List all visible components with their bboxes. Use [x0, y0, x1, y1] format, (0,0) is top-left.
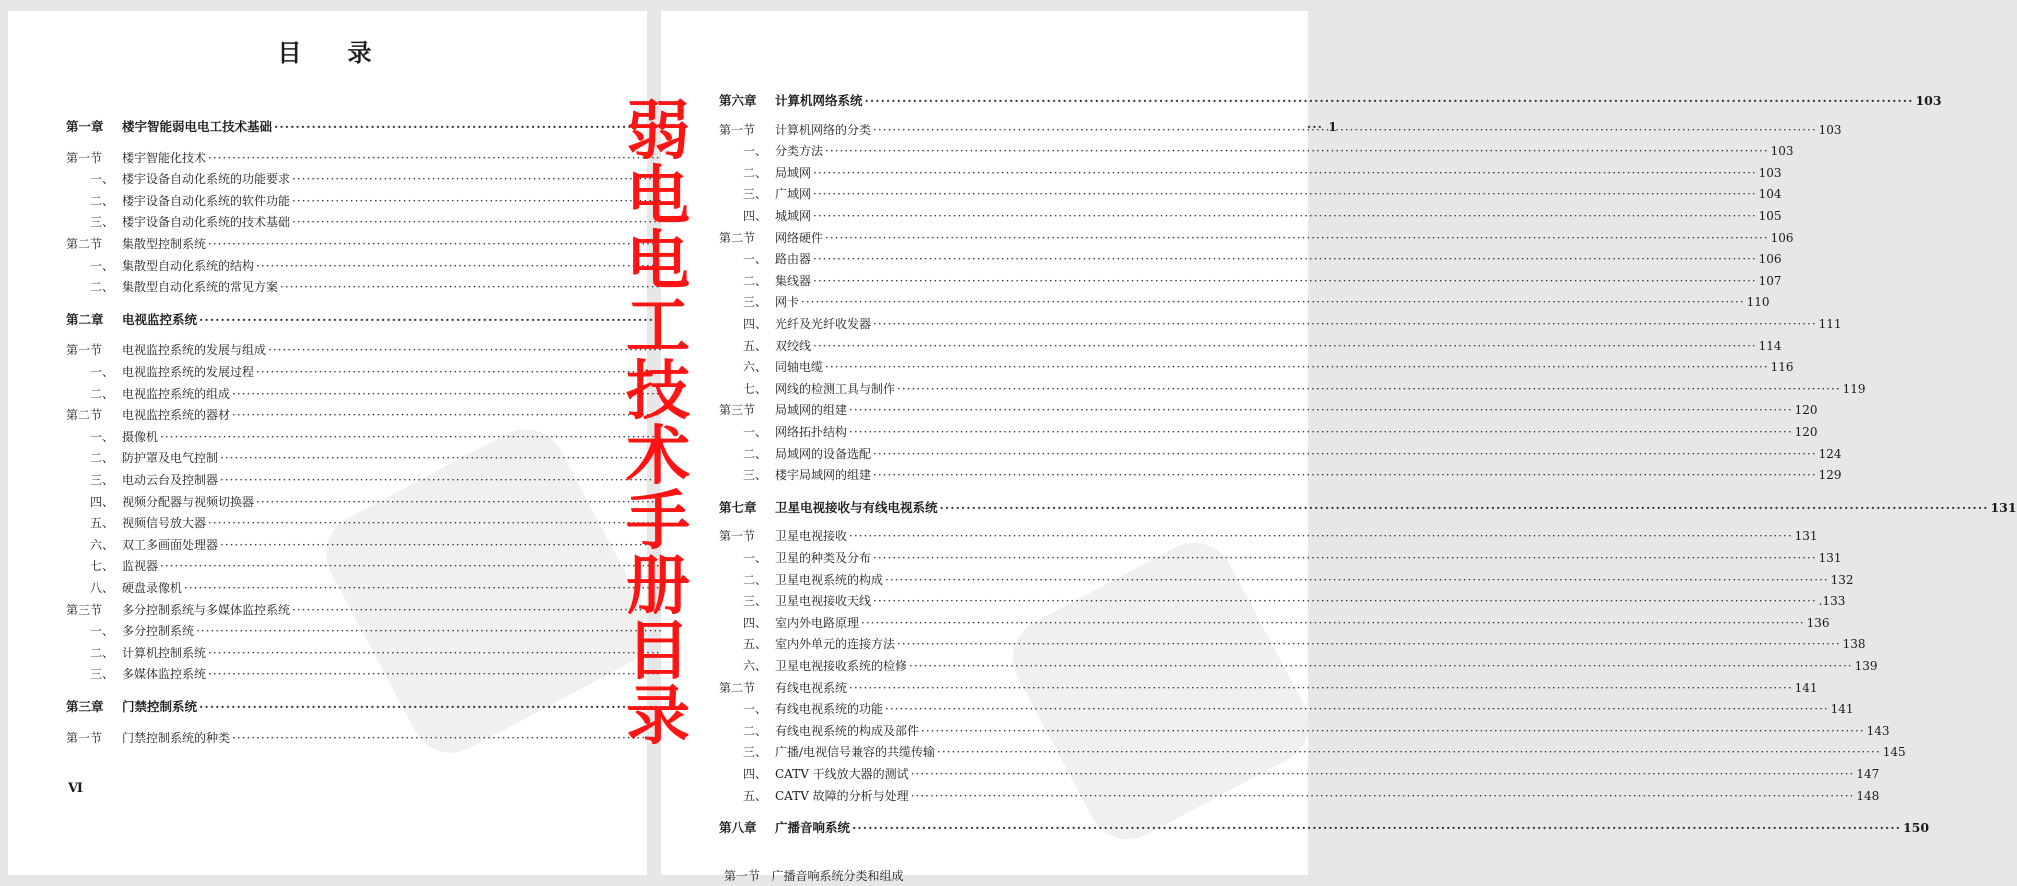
- toc-entry-title: 卫星电视接收系统的检修: [775, 659, 908, 673]
- page-number-roman: Ⅵ: [68, 781, 83, 796]
- toc-entry-item: [66, 557, 618, 573]
- toc-dot-leader: [825, 144, 1769, 158]
- toc-entry-page: 131: [1794, 529, 1818, 544]
- toc-entry-label: 第三章: [66, 699, 104, 714]
- toc-entry-label: 六、: [742, 360, 767, 375]
- toc-entry-title: 多媒体监控系统: [122, 667, 207, 682]
- toc-entry-item: [66, 622, 618, 638]
- toc-entry-title: CATV 干线放大器的测试: [775, 767, 909, 781]
- toc-entry-title: 多分控制系统: [122, 624, 195, 639]
- toc-entry-item: [719, 466, 1842, 483]
- toc-entry-label: 三、: [89, 667, 114, 682]
- toc-entry-item: [719, 722, 1890, 738]
- toc-dot-leader: [813, 166, 1757, 180]
- toc-entry-page: 111: [1818, 317, 1842, 331]
- toc-entry-title: 光纤及光纤收发器: [775, 317, 872, 331]
- toc-dot-leader: [852, 820, 1901, 835]
- toc-entry-item: [719, 743, 1906, 760]
- toc-entry-title: 网络硬件: [775, 230, 824, 245]
- toc-entry-section: [66, 149, 618, 165]
- toc-dot-leader: [861, 616, 1805, 630]
- toc-entry-label: 四、: [742, 317, 767, 331]
- toc-entry-item: [66, 257, 618, 273]
- toc-entry-item: [719, 315, 1842, 331]
- red-banner-title: [613, 95, 703, 754]
- toc-entry-title: 广域网: [775, 187, 812, 202]
- toc-entry-section: [719, 679, 1818, 695]
- toc-dot-leader: [813, 187, 1757, 201]
- toc-entry-item: [719, 635, 1866, 652]
- toc-entry-label: 一、: [89, 172, 114, 187]
- toc-entry-title: 楼宇设备自动化系统的技术基础: [122, 215, 291, 230]
- toc-entry-label: 五、: [89, 516, 114, 531]
- toc-entry-item: [719, 549, 1842, 565]
- toc-entry-label: 七、: [89, 559, 114, 574]
- toc-entry-page: 114: [1758, 338, 1782, 353]
- toc-entry-item: [66, 644, 618, 660]
- toc-entry-item: [66, 449, 618, 465]
- toc-entry-item: [719, 185, 1782, 202]
- toc-entry-title: 卫星电视接收与有线电视系统: [775, 499, 938, 515]
- toc-entry-title: 卫星电视系统的构成: [775, 572, 884, 587]
- toc-entry-title: 室内外电路原理: [775, 615, 860, 630]
- toc-entry-page: 139: [1854, 659, 1878, 673]
- toc-entry-title: 多分控制系统与多媒体监控系统: [122, 602, 291, 617]
- toc-entry-title: 电视监控系统的组成: [122, 386, 231, 401]
- toc-dot-leader: [813, 339, 1757, 353]
- toc-entry-title: 楼宇智能弱电电工技术基础: [122, 119, 273, 134]
- toc-entry-title: 双工多画面处理器: [122, 537, 219, 552]
- toc-entry-item: [66, 363, 618, 379]
- toc-entry-section: [719, 401, 1818, 418]
- toc-dot-leader: [897, 382, 1841, 396]
- toc-dot-leader: [849, 529, 1793, 543]
- toc-entry-chapter: [719, 818, 1930, 836]
- toc-entry-page: 110: [1746, 295, 1770, 310]
- toc-entry-title: 楼宇设备自动化系统的软件功能: [122, 193, 291, 208]
- toc-entry-label: 三、: [89, 215, 114, 230]
- toc-dot-leader: [849, 425, 1793, 439]
- toc-entry-title: 门禁控制系统: [122, 699, 198, 714]
- toc-entry-title: 集散型自动化系统的常见方案: [122, 280, 279, 295]
- toc-entry-title: 有线电视系统的功能: [775, 702, 884, 717]
- toc-entry-label: 第一节: [719, 122, 756, 137]
- toc-entry-title: 有线电视系统: [775, 680, 848, 695]
- toc-title: [8, 33, 647, 68]
- toc-entry-label: 二、: [742, 273, 767, 288]
- toc-entry-title: 楼宇智能化技术: [122, 150, 207, 165]
- toc-entry-label: 第一节: [66, 730, 103, 745]
- toc-entry-section: [66, 235, 618, 251]
- toc-entry-page: 120: [1794, 425, 1818, 439]
- toc-entry-title: 网线的检测工具与制作: [775, 381, 896, 396]
- toc-entry-page: 120: [1794, 403, 1818, 418]
- toc-dot-leader: [937, 745, 1881, 759]
- toc-entry-title: 监视器: [122, 559, 159, 574]
- toc-entry-label: 一、: [742, 551, 767, 565]
- toc-entry-page: 106: [1770, 230, 1794, 245]
- toc-title-char-1: 目: [277, 38, 308, 67]
- toc-entry-item: [719, 765, 1880, 781]
- toc-dot-leader: [873, 594, 1817, 608]
- toc-entry-title: 网卡: [775, 295, 800, 310]
- toc-entry-item: [719, 614, 1830, 630]
- toc-title-char-2: 录: [347, 38, 378, 67]
- toc-dot-leader: [911, 789, 1855, 803]
- toc-entry-title: 局域网的设备选配: [775, 446, 872, 461]
- toc-entry-label: 第七章: [719, 499, 757, 515]
- toc-entry-label: 第八章: [719, 820, 757, 836]
- toc-entry-label: 一、: [742, 425, 767, 439]
- toc-entry-title: 局域网的组建: [775, 403, 848, 418]
- toc-entry-item: [719, 250, 1782, 267]
- toc-entry-title: 电视监控系统的器材: [122, 408, 231, 423]
- toc-entry-label: 二、: [89, 193, 114, 208]
- toc-entry-chapter: [719, 91, 1942, 108]
- toc-entry-item: [719, 358, 1794, 375]
- toc-entry-page: 138: [1842, 637, 1866, 652]
- toc-entry-chapter: [66, 697, 618, 713]
- toc-entry-label: 第二节: [719, 230, 756, 245]
- toc-entry-title: 室内外单元的连接方法: [775, 637, 896, 652]
- toc-entry-section: [66, 406, 618, 422]
- toc-entry-item: [719, 657, 1878, 673]
- toc-dot-leader: [801, 295, 1745, 309]
- toc-entry-item: [66, 170, 618, 186]
- toc-entry-label: 第一节: [66, 343, 103, 358]
- toc-entry-title: 同轴电缆: [775, 360, 824, 375]
- toc-entry-item: [66, 579, 618, 595]
- banner-char: 技: [626, 355, 690, 429]
- toc-entry-page: 107: [1758, 273, 1782, 288]
- toc-entry-page: .133: [1818, 594, 1846, 609]
- toc-entry-page: 143: [1866, 723, 1890, 738]
- toc-entry-label: 四、: [742, 615, 767, 630]
- toc-entry-label: 二、: [89, 645, 114, 660]
- toc-dot-leader: [825, 231, 1769, 245]
- toc-entry-item: [66, 428, 618, 444]
- toc-entry-title: 路由器: [775, 252, 812, 267]
- toc-entry-label: 一、: [89, 258, 114, 273]
- toc-entry-page: 145: [1882, 745, 1906, 760]
- toc-dot-leader: [885, 702, 1829, 716]
- toc-dot-leader: [873, 123, 1817, 137]
- banner-char: 工: [626, 290, 690, 364]
- toc-dot-leader: [865, 93, 1914, 108]
- toc-dot-leader: [849, 403, 1793, 417]
- toc-dot-leader: [940, 500, 1989, 515]
- toc-entry-title: 视频信号放大器: [122, 516, 207, 531]
- toc-entry-title: 电视监控系统: [122, 311, 198, 327]
- toc-entry-label: 第一节: [66, 150, 103, 165]
- toc-dot-leader: [911, 767, 1855, 781]
- toc-entry-title: 视频分配器与视频切换器: [122, 494, 255, 509]
- toc-entry-label: 三、: [742, 468, 767, 483]
- toc-entry-page: 103: [1818, 122, 1842, 137]
- toc-entry-label: 二、: [89, 386, 114, 401]
- toc-entry-label: 五、: [742, 788, 767, 803]
- toc-entry-label: 三、: [742, 594, 767, 609]
- toc-entry-page: 103: [1770, 144, 1794, 159]
- banner-char: 术: [626, 420, 690, 494]
- toc-entry-section: [66, 729, 618, 745]
- toc-entry-section: [719, 121, 1842, 137]
- toc-entry-item: [719, 272, 1782, 288]
- toc-entry-item: [66, 385, 618, 401]
- toc-entry-title: 集散型控制系统: [122, 237, 207, 251]
- toc-entry-title: 卫星电视接收天线: [775, 594, 872, 609]
- toc-entry-page: 103: [1915, 93, 1942, 108]
- toc-entry-label: 一、: [89, 365, 114, 379]
- toc-entry-label: 第二章: [66, 311, 104, 327]
- toc-entry-item: [66, 213, 618, 229]
- toc-entry-page: 129: [1818, 468, 1842, 483]
- toc-entry-title: 楼宇设备自动化系统的功能要求: [122, 172, 291, 187]
- toc-entry-item: [719, 787, 1880, 803]
- toc-entry-label: 五、: [742, 338, 767, 353]
- toc-entry-label: 第一章: [66, 119, 104, 134]
- toc-entry-label: 第三节: [66, 602, 103, 617]
- toc-entry-item: [719, 380, 1866, 396]
- toc-dot-leader: [897, 637, 1841, 651]
- toc-entry-page: 104: [1758, 187, 1782, 202]
- toc-entry-title: 卫星电视接收: [775, 529, 848, 544]
- toc-dot-leader: [885, 573, 1829, 587]
- toc-dot-leader: [909, 659, 1853, 673]
- toc-entry-page: 1: [1328, 119, 1337, 134]
- toc-entry-page: 150: [1902, 820, 1930, 836]
- banner-char: 录: [626, 680, 690, 754]
- toc-entry-page: 105: [1758, 209, 1782, 223]
- toc-entry-label: 二、: [89, 451, 114, 466]
- toc-entry-title: 有线电视系统的构成及部件: [775, 723, 920, 738]
- toc-entry-label: 第二节: [66, 237, 103, 251]
- toc-entry-item: [66, 192, 618, 208]
- toc-dot-leader: [849, 681, 1793, 695]
- toc-entry-section: [719, 229, 1794, 245]
- banner-char: 手: [626, 485, 690, 559]
- toc-entry-title: 摄像机: [122, 429, 159, 444]
- toc-dot-leader: [813, 209, 1757, 223]
- toc-entry-label: 七、: [742, 381, 767, 396]
- toc-entry-label: 二、: [742, 572, 767, 587]
- toc-entry-label: 四、: [742, 209, 767, 223]
- toc-dot-leader: [825, 360, 1769, 374]
- toc-entry-label: 四、: [89, 494, 114, 509]
- toc-entry-label: 二、: [742, 165, 767, 180]
- toc-entry-title: 计算机网络的分类: [775, 122, 872, 137]
- toc-entry-title: 局域网: [775, 165, 812, 180]
- toc-entry-title: 防护罩及电气控制: [122, 451, 219, 466]
- toc-entry-page: 131: [1818, 551, 1842, 565]
- toc-entry-label: 第六章: [719, 93, 757, 108]
- toc-entry-title: 计算机控制系统: [122, 645, 207, 660]
- banner-char: 电: [626, 160, 690, 234]
- toc-entry-title: 门禁控制系统的种类: [122, 730, 231, 745]
- toc-entry-label: 三、: [742, 295, 767, 310]
- toc-entry-item: [719, 293, 1770, 310]
- toc-entry-section: [66, 341, 618, 357]
- toc-dot-leader: [813, 252, 1757, 266]
- toc-entry-label: 四、: [742, 767, 767, 781]
- toc-entry-item: [719, 164, 1782, 180]
- toc-entry-title: 计算机网络系统: [775, 93, 863, 108]
- toc-entry-page: 119: [1842, 381, 1866, 396]
- toc-entry-label: 一、: [89, 429, 114, 444]
- toc-entry-label: 八、: [89, 581, 114, 595]
- toc-entry-page: 106: [1758, 252, 1782, 267]
- banner-char: 目: [626, 615, 690, 689]
- toc-entry-title: 电动云台及控制器: [122, 473, 219, 487]
- toc-cut-row: 第一节 广播音响系统分类和组成: [724, 869, 904, 883]
- toc-entry-label: 第三节: [719, 403, 756, 418]
- toc-entry-item: [66, 665, 618, 681]
- toc-entry-title: CATV 故障的分析与处理: [775, 788, 909, 803]
- banner-char: 册: [626, 550, 690, 624]
- toc-entry-label: 一、: [89, 624, 114, 639]
- toc-entry-item: [719, 445, 1842, 461]
- toc-entry-item: [719, 592, 1846, 609]
- toc-entry-title: 城域网: [775, 209, 812, 223]
- toc-entry-chapter: [719, 498, 2017, 515]
- toc-dot-leader: [921, 724, 1865, 738]
- toc-entry-label: 第一节: [719, 529, 756, 544]
- toc-entry-title: 网络拓扑结构: [775, 425, 848, 439]
- toc-entry-page: 103: [1758, 165, 1782, 180]
- toc-entry-label: 一、: [742, 252, 767, 267]
- toc-entry-label: 一、: [742, 144, 767, 159]
- toc-entry-label: 五、: [742, 637, 767, 652]
- toc-entry-item: [66, 493, 618, 509]
- toc-entry-item: [66, 514, 618, 530]
- banner-char: 弱: [626, 95, 690, 169]
- toc-entry-label: 二、: [742, 723, 767, 738]
- toc-entry-title: 双绞线: [775, 338, 812, 353]
- toc-dot-leader: [873, 447, 1817, 461]
- toc-entry-page: 141: [1794, 680, 1818, 695]
- toc-page-right: [661, 11, 2017, 883]
- toc-entry-label: 三、: [742, 187, 767, 202]
- toc-entry-label: 三、: [742, 745, 767, 760]
- toc-entry-item: [719, 700, 1854, 717]
- toc-entry-chapter: [66, 310, 618, 326]
- toc-entry-title: 硬盘录像机: [122, 581, 183, 595]
- toc-entry-item: [719, 423, 1818, 439]
- toc-entry-page: 148: [1856, 788, 1880, 803]
- toc-entry-item: [719, 571, 1854, 587]
- toc-entry-page: 124: [1818, 446, 1842, 461]
- toc-entry-label: 六、: [89, 537, 114, 552]
- toc-entry-title: 电视监控系统的发展与组成: [122, 343, 267, 358]
- toc-entry-label: 第二节: [719, 680, 756, 695]
- toc-entry-section: [719, 527, 1818, 544]
- toc-entry-label: 二、: [89, 280, 114, 295]
- toc-entry-label: 一、: [742, 702, 767, 717]
- toc-dot-leader: [873, 551, 1817, 565]
- toc-entry-title: 广播/电视信号兼容的共缆传输: [775, 745, 936, 760]
- toc-entry-item: [66, 536, 618, 552]
- toc-entry-page: 141: [1830, 702, 1854, 717]
- toc-entry-page: 132: [1830, 572, 1854, 587]
- toc-entry-section: [66, 601, 618, 617]
- toc-entry-title: 集散型自动化系统的结构: [122, 258, 255, 273]
- toc-entry-page: 136: [1806, 615, 1830, 630]
- toc-entry-title: 分类方法: [775, 144, 824, 159]
- toc-entry-label: 二、: [742, 446, 767, 461]
- toc-entry-title: 集线器: [775, 273, 812, 288]
- toc-entry-item: [66, 471, 618, 487]
- toc-entry-item: [719, 337, 1782, 353]
- banner-char: 电: [626, 225, 690, 299]
- toc-dot-leader: [873, 468, 1817, 482]
- toc-entry-title: 广播音响系统: [775, 820, 851, 836]
- toc-entry-label: 三、: [89, 473, 114, 487]
- toc-entry-title: 电视监控系统的发展过程: [122, 365, 255, 379]
- toc-entry-page: 131: [1990, 499, 2017, 515]
- toc-entry-page: 147: [1856, 767, 1880, 781]
- toc-entry-label: 六、: [742, 659, 767, 673]
- toc-entry-item: [719, 142, 1794, 159]
- toc-dot-leader: [813, 274, 1757, 288]
- toc-entry-label: 第二节: [66, 408, 103, 423]
- toc-entry-item: [66, 278, 618, 294]
- toc-entry-title: 卫星的种类及分布: [775, 551, 872, 565]
- toc-entry-item: [719, 207, 1782, 223]
- toc-dot-leader: [873, 317, 1817, 331]
- toc-entry-page: 116: [1770, 360, 1794, 375]
- toc-entry-title: 楼宇局域网的组建: [775, 468, 872, 483]
